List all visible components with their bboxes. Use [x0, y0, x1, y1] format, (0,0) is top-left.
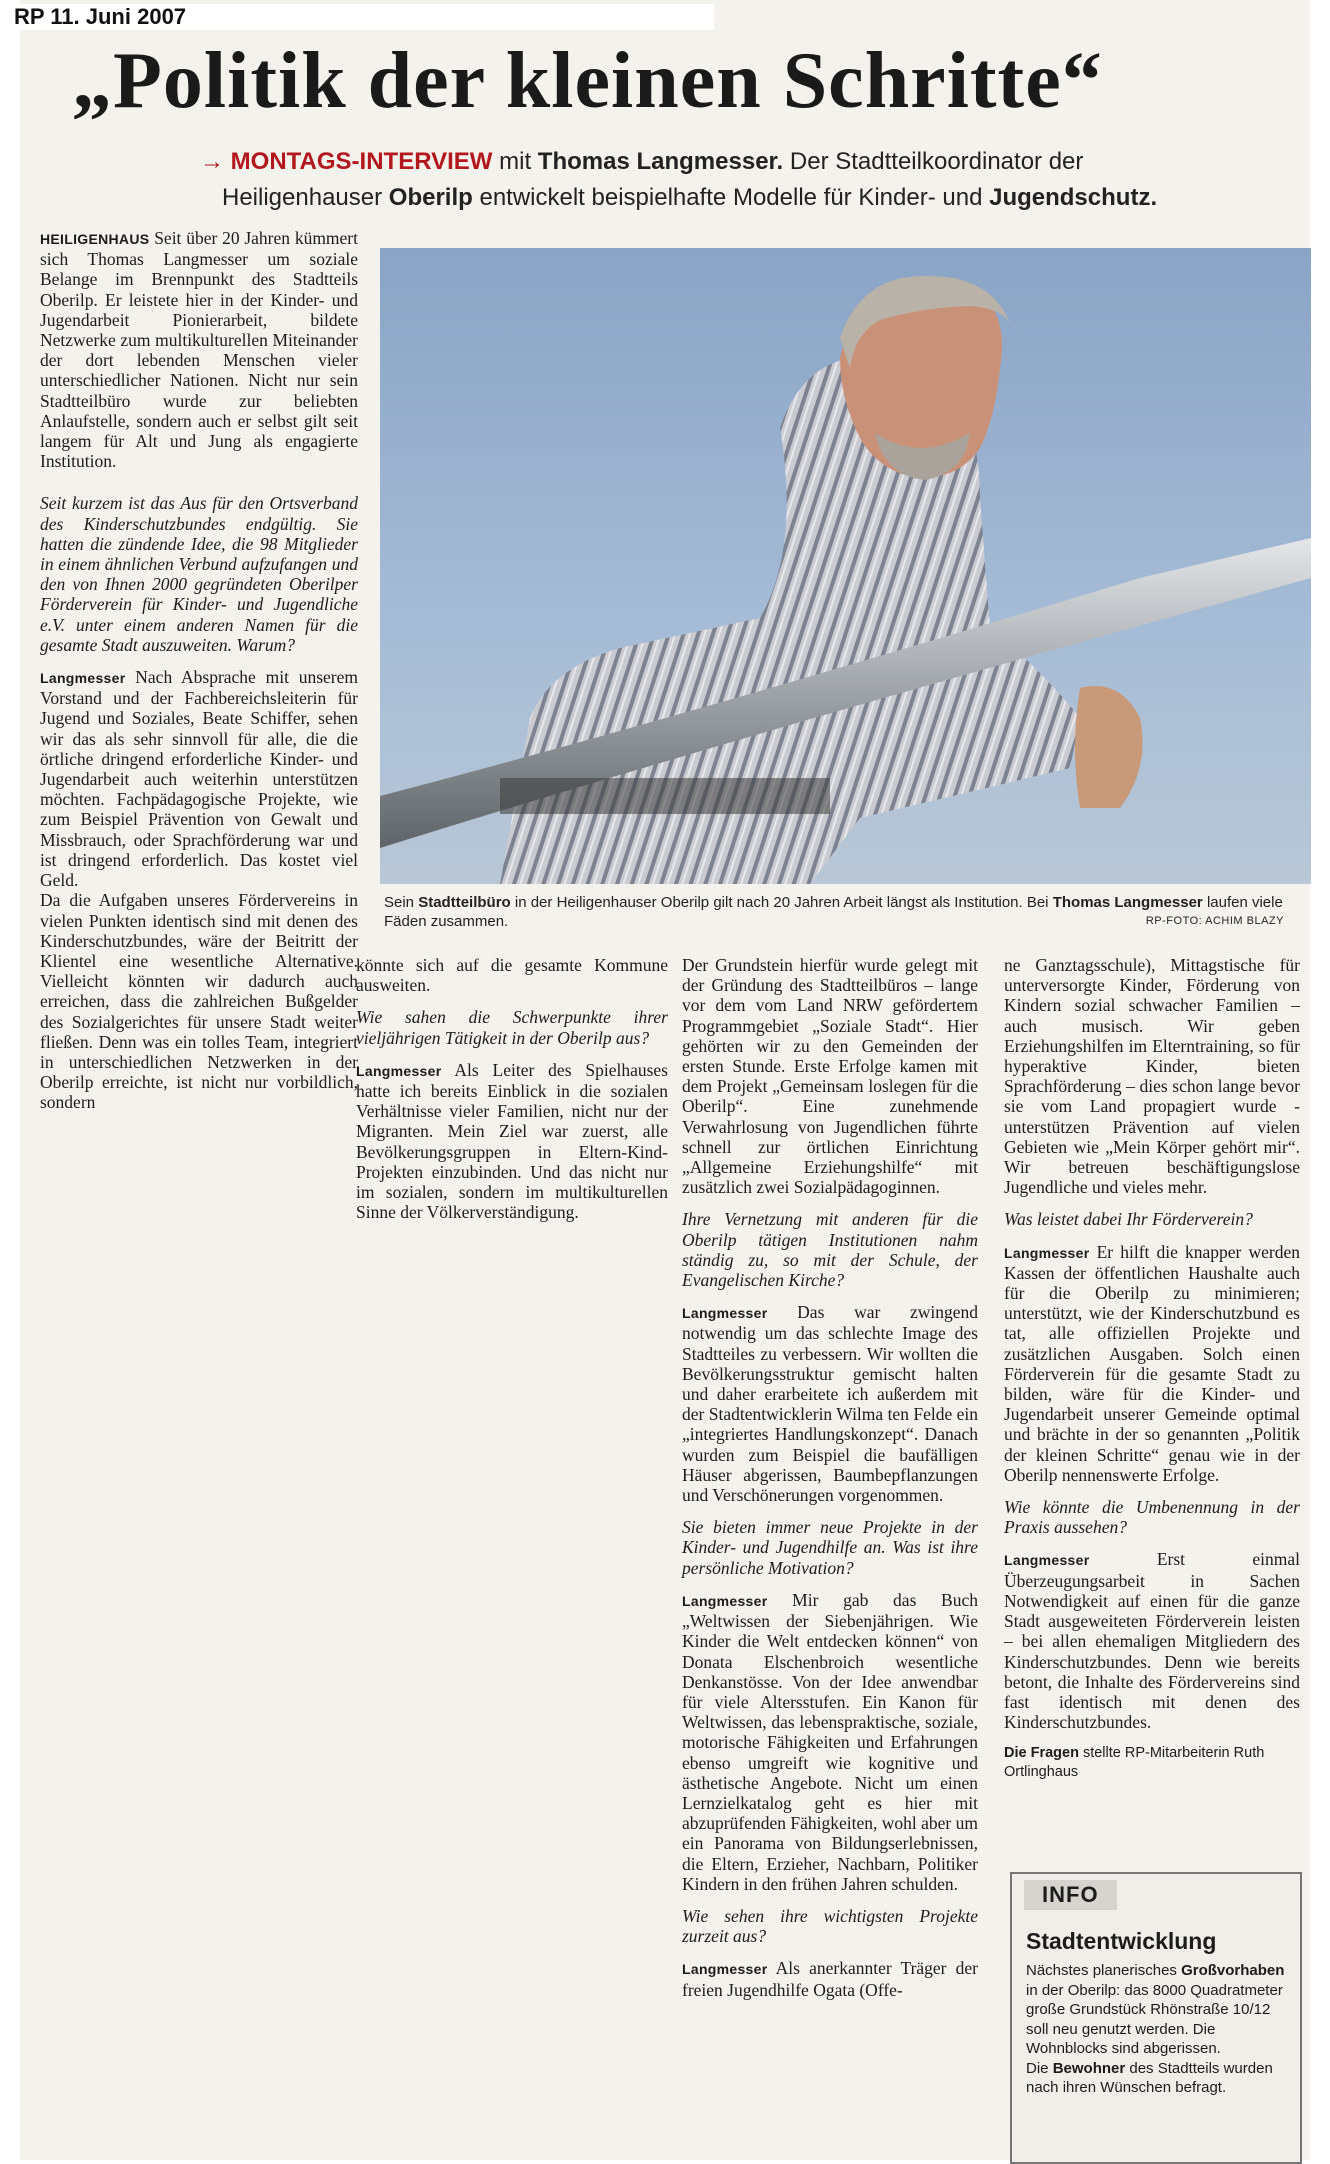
- column-4: [1004, 955, 1300, 1782]
- answer-1: [40, 667, 358, 890]
- speaker-label: Langmesser: [1004, 1552, 1090, 1569]
- subhead-topic: Jugendschutz.: [989, 184, 1158, 211]
- answer-2: [356, 1060, 668, 1223]
- intro-text: Seit über 20 Jahren kümmert sich Thomas Langmesser um soziale Belange im Brennpunkt des Stadtteils Oberilp. Er leistete hier in der Kinder- und Jugendarbeit Pionierarbeit, bildete Netzwerke zum multikulturellen Miteinander der dort lebenden Menschen vieler unterschiedlicher Nationen. Nicht nur sein Stadtteilbüro wurde zur beliebten Anlaufstelle, sondern auch er selbst gilt seit langem für Alt und Jung als engagierte Institution.: [40, 228, 358, 472]
- answer-text: Mir gab das Buch „Weltwissen der Siebenjährigen. Wie Kinder die Welt entdecken können“ von Donata Elschenbroich wesentliche Denkanstösse. Von der Idee anwendbar für viele Altersstufen. Ein Kanon für Weltwissen, das lebenspraktische, soziale, motorische Fähigkeiten und Erfahrungen ebenso umgreift wie kognitive und ästhetische Angebote. Nicht um einen Lernzielkatalog geht es hier mit abzuprüfenden Fähigkeiten, wohl aber um ein Panorama von Bildungserlebnissen, die Eltern, Erzieher, Nachbarn, Politiker Kindern in den frühen Jahren schulden.: [682, 1589, 978, 1894]
- answer-text: Als Leiter des Spielhauses hatte ich bereits Einblick in die sozialen Verhältnisse vieler Familien, nicht nur der Migranten. Mein Ziel war zuerst, alle Bevölkerungsgruppen in Eltern-Kind-Projekten einzubinden. Und das nicht nur im sozialen, sondern im multikulturellen Sinne der Völkerverständigung.: [356, 1059, 668, 1223]
- photo-credit: RP-FOTO: ACHIM BLAZY: [1145, 915, 1284, 927]
- speaker-label: Langmesser: [1004, 1244, 1090, 1261]
- answer-5: [682, 1958, 978, 1999]
- interviewer-text: stellte RP-Mitarbeiterin Ruth Ortlinghaus: [1004, 1745, 1265, 1781]
- subhead-text: entwickelt beispielhafte Modelle für Kinder- und: [479, 184, 983, 211]
- info-box: [1010, 1872, 1302, 2164]
- answer-4: [682, 1590, 978, 1894]
- question-5: Wie sehen ihre wichtigsten Projekte zurzeit aus?: [682, 1905, 978, 1947]
- speaker-label: Langmesser: [682, 1961, 768, 1978]
- answer-text: Erst einmal Überzeugungsarbeit in Sachen Notwendigkeit auf einen für die ganze Stadt ausgeweiteten Förderverein leisten – bei allen ehemaligen Mitgliedern des Kinderschutzbundes. Denn wie bereits betont, die Inhalte des Fördervereins sind fast identisch mit denen des Kinderschutzbundes.: [1004, 1549, 1301, 1733]
- caption-text: in der Heiligenhauser Oberilp gilt nach 20 Jahren Arbeit längst als Institution. Bei: [514, 894, 1049, 911]
- subhead-text: Der Stadtteilkoordinator der: [789, 148, 1084, 175]
- caption-bold: Thomas Langmesser: [1052, 894, 1203, 911]
- speaker-label: Langmesser: [682, 1592, 768, 1609]
- answer-1-end: könnte sich auf die gesamte Kommune ausweiten.: [356, 955, 668, 996]
- answer-2-continued: Der Grundstein hierfür wurde gelegt mit der Gründung des Stadtteilbüros – lange vor dem vom Land NRW gefördertem Programmgebiet „Soziale Stadt“. Hier gehörten wir zu den Gemeinden der ersten Stunde. Erste Erfolge kamen mit dem Projekt „Gemeinsam loslegen für die Oberilp“. Eine zunehmende Verwahrlosung von Jugendlichen führte schnell zur örtlichen Einrichtung „Allgemeine Erziehungshilfe“ mit zusätzlich zwei Sozialpädagoginnen.: [682, 955, 978, 1198]
- info-text: des Stadtteils wurden nach ihren Wünschen befragt.: [1026, 2059, 1273, 2096]
- column-1: [40, 228, 358, 1125]
- interviewer-credit: [1004, 1744, 1300, 1782]
- caption-text: Sein: [384, 894, 415, 911]
- headline: „Politik der kleinen Schritte“: [72, 37, 1103, 125]
- caption-text: laufen viele Fäden zusammen.: [384, 894, 1283, 930]
- info-title: Stadtentwicklung: [1026, 1928, 1217, 1954]
- answer-text: Nach Absprache mit unserem Vorstand und der Fachbereichsleiterin für Jugend und Soziales, Beate Schiffer, sehen wir das als sehr sinnvoll für alle, die die örtliche dringend erforderliche Kinder- und Jugendarbeit auch weiterhin unterstützen möchten. Fachpädagogische Projekte, wie zum Beispiel Prävention von Gewalt und Missbrauch, oder Sprachförderung war und ist dringend erforderlich. Das kostet viel Geld.: [40, 667, 359, 891]
- subhead-place: Oberilp: [388, 184, 473, 211]
- subheadline-line-2: [222, 184, 1322, 212]
- intro-paragraph: [40, 228, 358, 471]
- interviewer-label: Die Fragen: [1004, 1745, 1079, 1762]
- answer-text: Als anerkannter Träger der freien Jugendhilfe Ogata (Offe-: [682, 1958, 978, 2000]
- kicker: MONTAGS-INTERVIEW: [230, 148, 493, 175]
- answer-1-continued: Da die Aufgaben unseres Fördervereins in vielen Punkten identisch sind mit denen des Kinderschutzbundes, wäre der Beitritt der Klientel eine wesentliche Alternative. Vielleicht könnten wir dadurch auch erreichen, dass die zahlreichen Bußgelder des Sozialgerichtes für unsere Stadt weiter fließen. Denn was ein tolles Team, integriert in unterschiedlichen Netzwerken in der Oberilp erreichte, ist nicht nur vorbildlich, sondern: [40, 890, 358, 1113]
- caption-bold: Stadtteilbüro: [418, 894, 511, 911]
- answer-3: [682, 1302, 978, 1505]
- speaker-label: Langmesser: [40, 670, 126, 687]
- subheadline-line-1: [200, 148, 1300, 176]
- photo-caption: [384, 893, 1284, 931]
- belt: [500, 778, 830, 814]
- answer-text: Er hilft die knapper werden Kassen der öffentlichen Haushalte auch für die Oberilp zu minimieren; unterstützt, wie der Kinderschutzbund es tat, alle offiziellen Projekte und zusätzlichen Ausgaben. Solch einen Förderverein für die gesamte Stadt zu bilden, wäre für die Kinder- und Jugendarbeit unserer Gemeinde optimal und brächte in der so genannten „Politik der kleinen Schritte“ genau wie in der Oberilp nennenswerte Erfolge.: [1004, 1241, 1300, 1485]
- subhead-text: Heiligenhauser: [222, 184, 383, 211]
- date-stamp: RP 11. Juni 2007: [14, 4, 714, 30]
- info-text: Nächstes planerisches: [1026, 1962, 1177, 1979]
- info-bold: Bewohner: [1052, 2059, 1126, 2077]
- question-4: Sie bieten immer neue Projekte in der Kinder- und Jugendhilfe an. Was ist ihre persönliche Motivation?: [682, 1517, 978, 1578]
- subhead-name: Thomas Langmesser.: [537, 148, 784, 175]
- portrait-photo: [380, 248, 1311, 884]
- question-3: Ihre Vernetzung mit anderen für die Oberilp tätigen Institutionen nahm ständig zu, so mit der Schule, der Evangelischen Kirche?: [682, 1209, 978, 1291]
- column-3: [682, 955, 978, 2012]
- photo-illustration: [380, 248, 1311, 884]
- question-6: Was leistet dabei Ihr Förderverein?: [1004, 1209, 1253, 1230]
- speaker-label: Langmesser: [356, 1062, 442, 1079]
- info-text: Die: [1026, 2059, 1049, 2077]
- speaker-label: Langmesser: [682, 1305, 768, 1322]
- dateline: HEILIGENHAUS: [40, 231, 150, 247]
- question-2: Wie sahen die Schwerpunkte ihrer vieljährigen Tätigkeit in der Oberilp aus?: [356, 1007, 668, 1048]
- question-7: Wie könnte die Umbenennung in der Praxis aussehen?: [1004, 1497, 1300, 1538]
- answer-7: [1004, 1549, 1300, 1732]
- info-text: in der Oberilp: das 8000 Quadratmeter große Grundstück Rhönstraße 10/12 soll neu genutzt werden. Die Wohnblocks sind abgerissen.: [1026, 1981, 1283, 2057]
- info-label: INFO: [1024, 1880, 1117, 1910]
- info-paragraph-2: [1026, 2059, 1290, 2098]
- answer-6: [1004, 1242, 1300, 1485]
- info-paragraph-1: [1026, 1961, 1290, 2059]
- arrow-icon: →: [200, 148, 224, 175]
- answer-5-continued: ne Ganztagsschule), Mittagstische für unterversorgte Kinder, Förderung von Kindern sozial schwacher Familien – auch musisch. Wir geben Erziehungshilfen im Elterntraining, so für hyperaktive Kinder, bieten Sprachförderung – dies schon lange bevor sie vom Land propagiert wurde - unterstützen Prävention auf vielen Gebieten wie „Mein Körper gehört mir“. Wir betreuen beschäftigungslose Jugendliche und vieles mehr.: [1004, 955, 1300, 1198]
- info-bold: Großvorhaben: [1181, 1962, 1285, 1979]
- subhead-text: mit: [499, 148, 532, 175]
- question-1: Seit kurzem ist das Aus für den Ortsverband des Kinderschutzbundes endgültig. Sie hatten die zündende Idee, die 98 Mitglieder in einem ähnlichen Verbund aufzufangen und den von Ihnen 2000 gegründeten Oberilper Förderverein für Kinder- und Jugendliche e.V. unter einem anderen Namen für die gesamte Stadt auszuweiten. Warum?: [40, 493, 358, 655]
- column-2: [356, 955, 668, 1234]
- answer-text: Das war zwingend notwendig um das schlechte Image des Stadtteiles zu verbessern. Wir wollten die Bevölkerungsstruktur gemischt halten und daher erarbeitete ich außerdem mit der Stadtentwicklerin Wilma ten Felde ein „integriertes Handlungskonzept“. Danach wurden zum Beispiel die baufälligen Häuser abgerissen, Baumbepflanzungen und Verschönerungen vorgenommen.: [682, 1302, 979, 1506]
